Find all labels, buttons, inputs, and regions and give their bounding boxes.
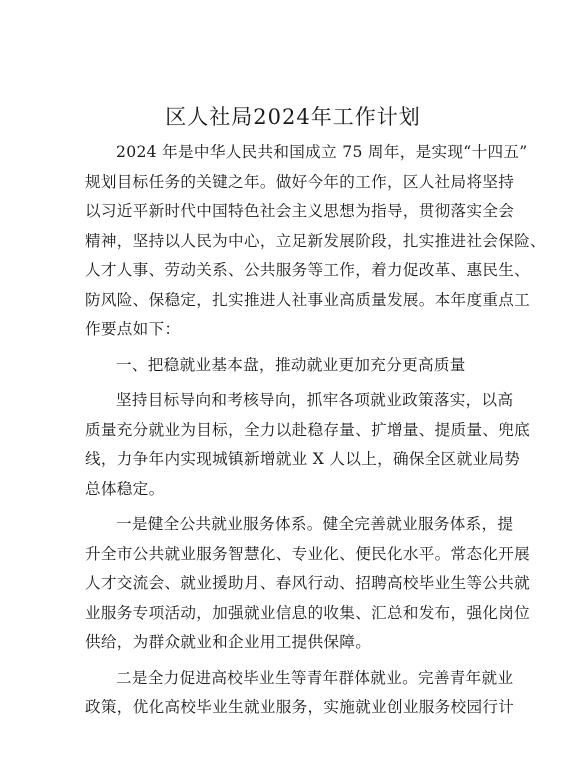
paragraph-line: 人才交流会、就业援助月、春风行动、招聘高校毕业生等公共就 <box>85 574 531 592</box>
paragraph-line: 防风险、保稳定，扎实推进人社事业高质量发展。本年度重点工 <box>85 290 531 309</box>
document-body <box>85 138 546 723</box>
paragraph-line: 业服务专项活动，加强就业信息的收集、汇总和发布，强化岗位 <box>85 603 531 622</box>
paragraph-line: 作要点如下： <box>85 320 181 338</box>
paragraph-line: 二是全力促进高校毕业生等青年群体就业。完善青年就业 <box>116 668 514 687</box>
paragraph-line: 质量充分就业为目标，全力以赴稳存量、扩增量、提质量、兜底 <box>85 420 531 439</box>
paragraph-line: 人才人事、劳动关系、公共服务等工作，着力促改革、惠民生、 <box>85 261 531 279</box>
section-heading: 一、把稳就业基本盘，推动就业更加充分更高质量 <box>116 355 466 374</box>
paragraph-line: 2024 年是中华人民共和国成立 75 周年，是实现“十四五” <box>116 143 528 161</box>
paragraph-line: 精神，坚持以人民为中心，立足新发展阶段，扎实推进社会保险、 <box>85 231 546 250</box>
paragraph-line: 政策，优化高校毕业生就业服务，实施就业创业服务校园行计 <box>85 698 515 716</box>
paragraph-line: 升全市公共就业服务智慧化、专业化、便民化水平。常态化开展 <box>85 544 531 563</box>
document-title: 区人社局2024年工作计划 <box>165 105 421 129</box>
paragraph-line: 线，力争年内实现城镇新增就业 X 人以上，确保全区就业局势 <box>85 450 521 468</box>
paragraph-line: 总体稳定。 <box>85 479 165 498</box>
paragraph-line: 供给，为群众就业和企业用工提供保障。 <box>85 633 372 651</box>
paragraph-line: 坚持目标导向和考核导向，抓牢各项就业政策落实，以高 <box>116 391 514 409</box>
paragraph-line: 规划目标任务的关键之年。做好今年的工作，区人社局将坚持 <box>85 172 515 191</box>
paragraph-line: 一是健全公共就业服务体系。健全完善就业服务体系，提 <box>116 515 514 533</box>
paragraph-line: 以习近平新时代中国特色社会主义思想为指导，贯彻落实全会 <box>85 202 515 220</box>
